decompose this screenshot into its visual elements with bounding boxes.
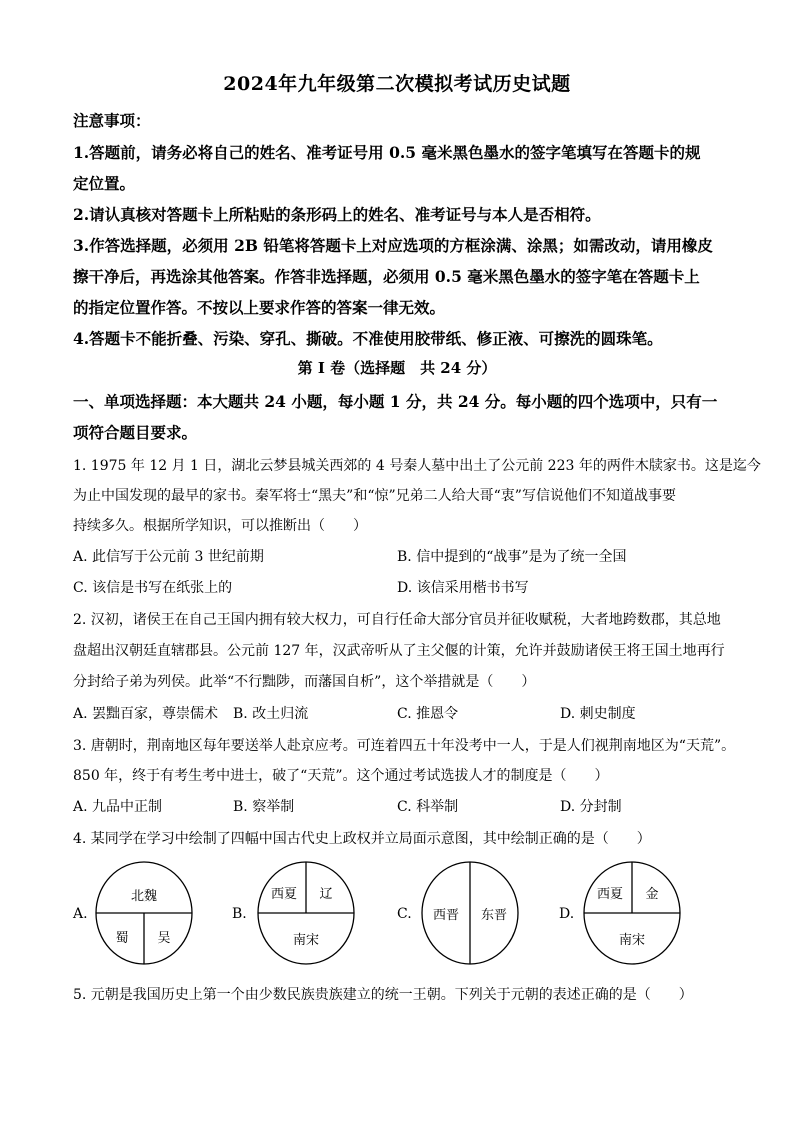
question-3-option-c: C. 科举制 [397, 799, 459, 815]
question-1-stem: 持续多久。根据所学知识，可以推断出（ ） [73, 518, 367, 534]
diagram-c [418, 860, 522, 970]
question-1-option-a: A. 此信写于公元前 3 世纪前期 [73, 549, 264, 565]
question-3-option-d: D. 分封制 [560, 799, 622, 815]
diagram-b [254, 860, 358, 970]
diagram-d-bottom: 南宋 [618, 933, 646, 948]
diagram-b-bottom: 南宋 [292, 933, 320, 948]
notice-line: 定位置。 [73, 174, 136, 193]
question-4-option-c-label: C. [397, 906, 412, 922]
notice-line: 2.请认真核对答题卡上所粘贴的条形码上的姓名、准考证号与本人是否相符。 [73, 205, 601, 224]
question-4-option-d-label: D. [559, 906, 575, 922]
question-2-option-c: C. 推恩令 [397, 706, 459, 722]
question-4-stem: 4. 某同学在学习中绘制了四幅中国古代史上政权并立局面示意图，其中绘制正确的是（ ） [73, 831, 651, 847]
page-title: 2024年九年级第二次模拟考试历史试题 [223, 73, 571, 95]
notice-line: 的指定位置作答。不按以上要求作答的答案一律无效。 [73, 298, 446, 317]
diagram-c-right: 东晋 [480, 908, 508, 923]
part-instruction: 项符合题目要求。 [73, 423, 198, 442]
notice-line: 3.作答选择题，必须用 2B 铅笔将答题卡上对应选项的方框涂满、涂黑；如需改动，请用橡皮 [73, 236, 713, 255]
question-2-option-d: D. 刺史制度 [560, 706, 636, 722]
diagram-c-left: 西晋 [432, 908, 460, 923]
notice-line: 擦干净后，再选涂其他答案。作答非选择题，必须用 0.5 毫米黑色墨水的签字笔在答题卡上 [73, 267, 700, 286]
question-5-stem: 5. 元朝是我国历史上第一个由少数民族贵族建立的统一王朝。下列关于元朝的表述正确的是（ ） [73, 987, 693, 1003]
section-title: 第 I 卷（选择题 共 24 分） [297, 359, 497, 377]
question-1-option-d: D. 该信采用楷书书写 [397, 580, 529, 596]
diagram-b-top-right: 辽 [319, 887, 333, 902]
diagram-d-top-right: 金 [645, 887, 659, 902]
diagram-a-bottom-right: 吴 [157, 931, 171, 946]
question-2-option-a: A. 罢黜百家，尊崇儒术 [73, 706, 219, 722]
diagram-a-top: 北魏 [130, 889, 158, 904]
diagram-b-top-left: 西夏 [270, 887, 298, 902]
question-1-stem: 1. 1975 年 12 月 1 日，湖北云梦县城关西郊的 4 号秦人墓中出土了公元前 223 年的两件木牍家书。这是迄今 [73, 458, 761, 474]
question-1-option-b: B. 信中提到的“战事”是为了统一全国 [397, 549, 627, 565]
question-3-option-a: A. 九品中正制 [73, 799, 163, 815]
diagram-a-bottom-left: 蜀 [115, 931, 129, 946]
notice-line: 1.答题前，请务必将自己的姓名、准考证号用 0.5 毫米黑色墨水的签字笔填写在答题卡的规 [73, 143, 701, 162]
question-1-option-c: C. 该信是书写在纸张上的 [73, 580, 233, 596]
question-4-option-b-label: B. [232, 906, 247, 922]
question-3-option-b: B. 察举制 [233, 799, 295, 815]
notice-heading: 注意事项： [73, 111, 151, 130]
diagram-d [580, 860, 684, 970]
question-3-stem: 850 年，终于有考生考中进士，破了“天荒”。这个通过考试选拔人才的制度是（ ） [73, 768, 609, 784]
question-2-stem: 分封给子弟为列侯。此举“不行黜陟，而藩国自析”，这个举措就是（ ） [73, 674, 536, 690]
question-1-stem: 为止中国发现的最早的家书。秦军将士“黑夫”和“惊”兄弟二人给大哥“衷”写信说他们不知道战事要 [73, 488, 676, 504]
diagram-a [92, 860, 196, 970]
question-2-stem: 2. 汉初，诸侯王在自己王国内拥有较大权力，可自行任命大部分官员并征收赋税，大者地跨数郡，其总地 [73, 612, 721, 628]
question-4-option-a-label: A. [73, 906, 88, 922]
notice-line: 4.答题卡不能折叠、污染、穿孔、撕破。不准使用胶带纸、修正液、可擦洗的圆珠笔。 [73, 329, 663, 348]
question-2-stem: 盘超出汉朝廷直辖郡县。公元前 127 年，汉武帝听从了主父偃的计策，允许并鼓励诸侯王将王国土地再行 [73, 643, 725, 659]
question-3-stem: 3. 唐朝时，荆南地区每年要送举人赴京应考。可连着四五十年没考中一人，于是人们视荆南地区为“天荒”。 [73, 738, 736, 754]
part-instruction: 一、单项选择题：本大题共 24 小题，每小题 1 分，共 24 分。每小题的四个选项中，只有一 [73, 392, 718, 411]
diagram-d-top-left: 西夏 [596, 887, 624, 902]
question-2-option-b: B. 改土归流 [233, 706, 309, 722]
